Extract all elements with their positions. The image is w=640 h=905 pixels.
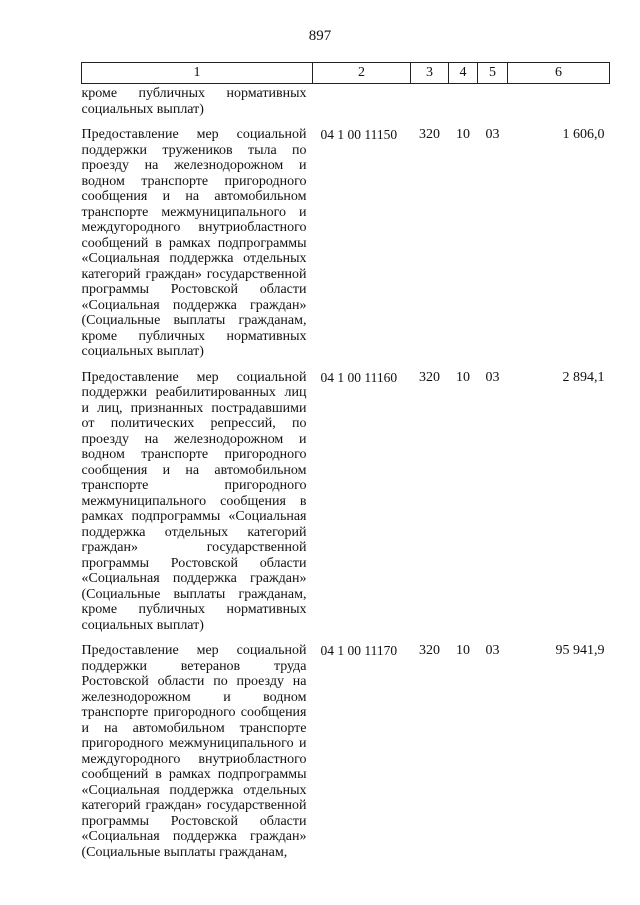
table-row [82, 117, 610, 360]
column-header-6: 6 [508, 63, 610, 84]
row-code: 04 1 00 11150 [320, 127, 398, 142]
row-description: Предоставление мер социальной поддержки тружеников тыла по проезду на железнодорожном и водном транспорте пригородного сообщения и на автомобильном транспорте межмуниципального и междугородного внутриобластного сообщений в рамках подпрограммы «Социальная поддержка отдельных категорий граждан» государственной программы Ростовской области «Социальная поддержка граждан» (Социальные выплаты гражданам, кроме публичных нормативных социальных выплат) [81, 127, 307, 359]
row-amount [508, 84, 610, 118]
page-number: 897 [308, 28, 332, 44]
row-amount: 1 606,0 [562, 127, 605, 142]
row-col3: 320 [419, 643, 440, 658]
row-description: кроме публичных нормативных социальных выплат) [81, 86, 307, 117]
budget-table [81, 62, 610, 860]
row-description: Предоставление мер социальной поддержки ветеранов труда Ростовской области по проезду на железнодорожном и водном транспорте пригородного сообщения и на автомобильном транспорте пригородного межмуниципального и междугородного внутриобластного сообщений в рамках подпрограммы «Социальная поддержка отдельных категорий граждан» государственной программы Ростовской области «Социальная поддержка граждан» (Социальные выплаты гражданам, [81, 643, 307, 860]
row-col4: 10 [456, 643, 470, 658]
row-col5: 03 [485, 643, 500, 658]
row-col3: 320 [419, 369, 440, 385]
table-row [82, 84, 610, 118]
row-code [313, 84, 411, 118]
row-col5: 03 [485, 369, 500, 385]
column-header-2: 2 [313, 63, 411, 84]
row-code: 04 1 00 11160 [320, 369, 398, 385]
row-col3 [411, 84, 449, 118]
column-header-5: 5 [478, 63, 508, 84]
table-header-row [82, 63, 610, 84]
row-col4: 10 [456, 369, 470, 385]
row-col3: 320 [419, 127, 440, 142]
column-header-3: 3 [411, 63, 449, 84]
table-row [82, 633, 610, 860]
row-col4: 10 [456, 127, 470, 142]
row-col4 [449, 84, 478, 118]
row-code: 04 1 00 11170 [320, 643, 398, 658]
table-row [82, 360, 610, 634]
row-col5: 03 [485, 127, 500, 142]
row-amount: 95 941,9 [555, 643, 605, 658]
row-amount: 2 894,1 [562, 369, 605, 385]
column-header-1: 1 [82, 63, 313, 84]
column-header-4: 4 [449, 63, 478, 84]
row-description: Предоставление мер социальной поддержки реабилитированных лиц и лиц, признанных пострадавшими от политических репрессий, по проезду на железнодорожном и водном транспорте пригородного сообщения и на автомобильном транспорте пригородного межмуниципального сообщения в рамках подпрограммы «Социальная поддержка отдельных категорий граждан» государственной программы Ростовской области «Социальная поддержка граждан» (Социальные выплаты гражданам, кроме публичных нормативных социальных выплат) [81, 369, 307, 633]
row-col5 [478, 84, 508, 118]
